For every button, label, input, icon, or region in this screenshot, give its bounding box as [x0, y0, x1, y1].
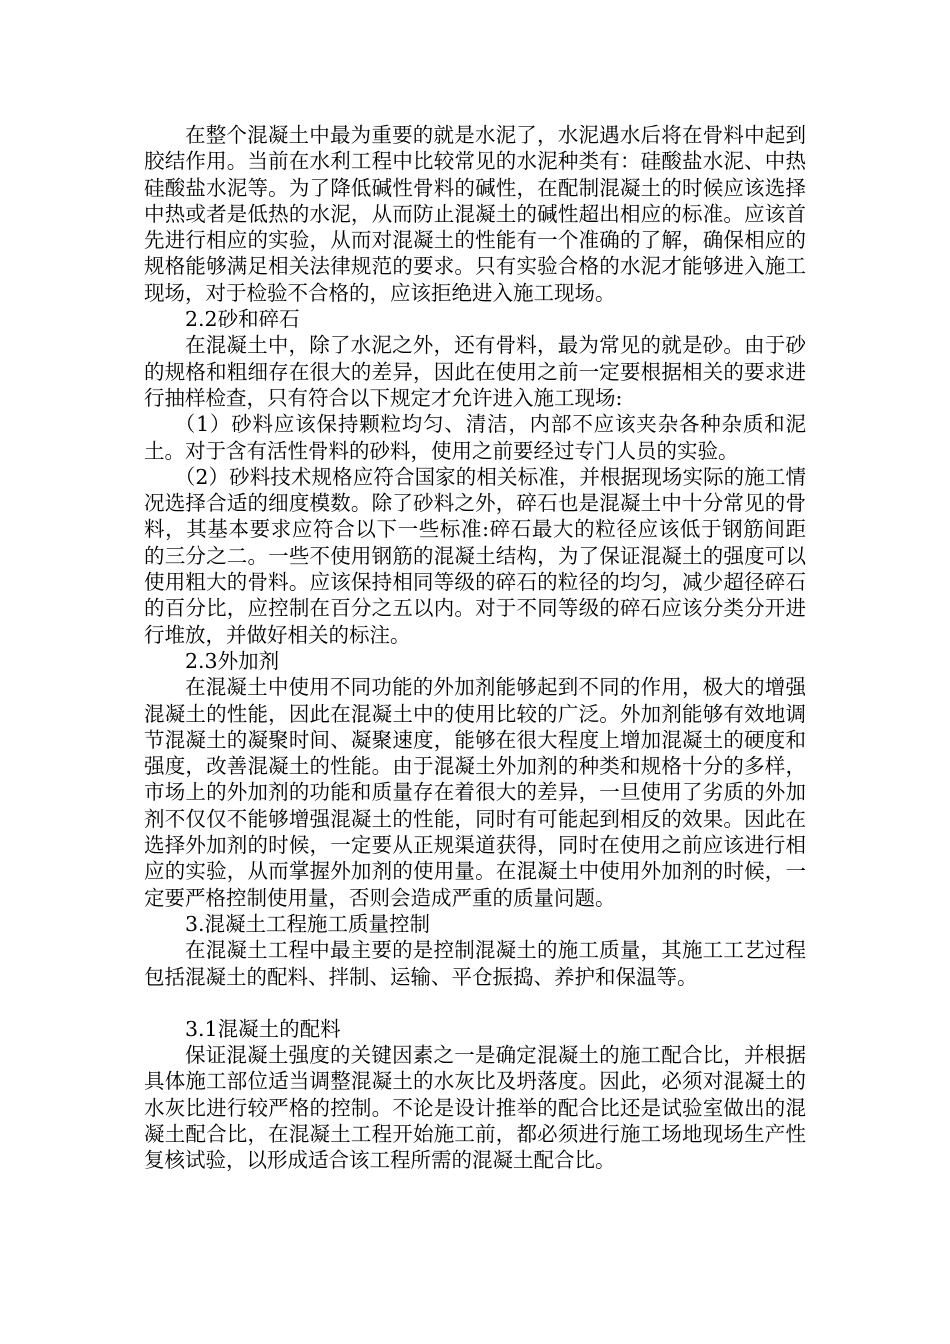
heading-mix-proportion: 3.1混凝土的配料 [185, 1016, 341, 1041]
heading-construction-quality: 3.混凝土工程施工质量控制 [185, 911, 431, 936]
heading-admixture: 2.3外加剂 [185, 648, 280, 673]
heading-sand-gravel: 2.2砂和碎石 [185, 307, 300, 332]
paragraph-cement: 在整个混凝土中最为重要的就是水泥了，水泥遇水后将在骨料中起到胶结作用。当前在水利工程中比较常见的水泥种类有：硅酸盐水泥、中热硅酸盐水泥等。为了降低碱性骨料的碱性，在配制混凝土的时候应该选择中热或者是低热的水泥，从而防止混凝土的碱性超出相应的标准。应该首先进行相应的实验，从而对混凝土的性能有一个准确的了解，确保相应的规格能够满足相关法律规范的要求。只有实验合格的水泥才能够进入施工现场，对于检验不合格的，应该拒绝进入施工现场。 [144, 123, 806, 305]
paragraph-admixture: 在混凝土中使用不同功能的外加剂能够起到不同的作用，极大的增强混凝土的性能，因此在混凝土中的使用比较的广泛。外加剂能够有效地调节混凝土的凝聚时间、凝聚速度，能够在很大程度上增加混凝土的硬度和强度，改善混凝土的性能。由于混凝土外加剂的种类和规格十分的多样，市场上的外加剂的功能和质量存在着很大的差异，一旦使用了劣质的外加剂不仅仅不能够增强混凝土的性能，同时有可能起到相反的效果。因此在选择外加剂的时候，一定要从正规渠道获得，同时在使用之前应该进行相应的实验，从而掌握外加剂的使用量。在混凝土中使用外加剂的时候，一定要严格控制使用量，否则会造成严重的质量问题。 [144, 675, 806, 910]
list-item-sand-2: （2）砂料技术规格应符合国家的相关标准，并根据现场实际的施工情况选择合适的细度模数。除了砂料之外，碎石也是混凝土中十分常见的骨料，其基本要求应符合以下一些标准:碎石最大的粒径应该低于钢筋间距的三分之二。一些不使用钢筋的混凝土结构，为了保证混凝土的强度可以使用粗大的骨料。应该保持相同等级的碎石的粒径的均匀，减少超径碎石的百分比，应控制在百分之五以内。对于不同等级的碎石应该分类分开进行堆放，并做好相关的标注。 [144, 464, 806, 647]
paragraph-mix-proportion: 保证混凝土强度的关键因素之一是确定混凝土的施工配合比，并根据具体施工部位适当调整混凝土的水灰比及坍落度。因此，必须对混凝土的水灰比进行较严格的控制。不论是设计推举的配合比还是试验室做出的混凝土配合比，在混凝土工程开始施工前，都必须进行施工场地现场生产性复核试验，以形成适合该工程所需的混凝土配合比。 [144, 1043, 806, 1173]
document-page [144, 122, 806, 1174]
paragraph-construction-quality: 在混凝土工程中最主要的是控制混凝土的施工质量，其施工工艺过程包括混凝土的配料、拌制、运输、平仓振捣、养护和保温等。 [144, 938, 806, 989]
list-item-sand-1: （1）砂料应该保持颗粒均匀、清洁，内部不应该夹杂各种杂质和泥土。对于含有活性骨料的砂料，使用之前要经过专门人员的实验。 [144, 412, 806, 463]
paragraph-aggregate: 在混凝土中，除了水泥之外，还有骨料，最为常见的就是砂。由于砂的规格和粗细存在很大的差异，因此在使用之前一定要根据相关的要求进行抽样检查，只有符合以下规定才允许进入施工现场: [144, 333, 806, 410]
